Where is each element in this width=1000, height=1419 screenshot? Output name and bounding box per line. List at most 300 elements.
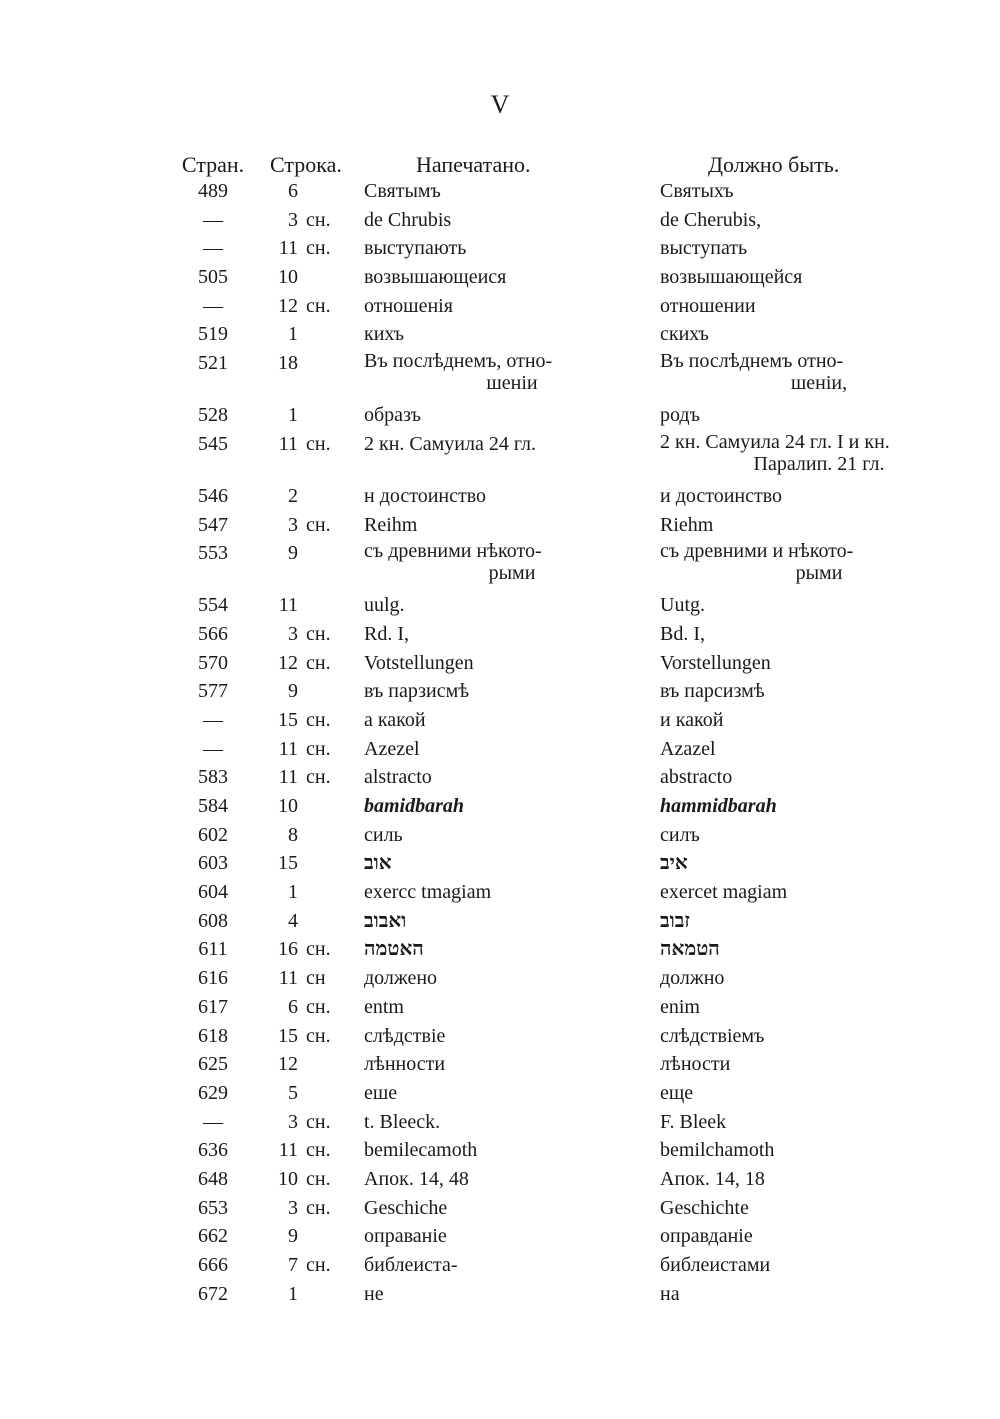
errata-correct-continuation: рыми <box>795 562 843 585</box>
errata-line: 15 <box>278 852 298 875</box>
header-line: Строка. <box>270 152 342 177</box>
errata-correct <box>660 1281 978 1310</box>
errata-line-mark: сн. <box>306 737 331 760</box>
errata-line-mark <box>300 1051 364 1080</box>
errata-page: — <box>203 237 223 260</box>
errata-line: 3 <box>288 1196 298 1219</box>
errata-printed-text: Rd. I, <box>364 622 409 645</box>
errata-printed <box>364 540 660 592</box>
errata-correct-text: de Cherubis, <box>660 208 762 231</box>
errata-page: 547 <box>198 513 228 536</box>
errata-printed <box>364 793 660 822</box>
errata-printed <box>364 1223 660 1252</box>
errata-printed <box>364 936 660 965</box>
errata-row <box>178 879 978 908</box>
errata-line-mark: сн. <box>306 708 331 731</box>
errata-printed-text: exercc tmagiam <box>364 881 492 904</box>
errata-page: 662 <box>198 1225 228 1248</box>
errata-correct <box>660 621 978 650</box>
errata-row <box>178 592 978 621</box>
errata-row <box>178 293 978 322</box>
errata-page: 653 <box>198 1196 228 1219</box>
errata-printed <box>364 621 660 650</box>
errata-correct <box>660 650 978 679</box>
errata-correct-text: Bd. I, <box>660 622 705 645</box>
errata-line-mark: сн. <box>306 1254 331 1276</box>
errata-correct <box>660 402 978 431</box>
errata-line: 16 <box>278 938 298 961</box>
errata-correct-text: и какой <box>660 708 724 731</box>
errata-line: 12 <box>278 651 298 674</box>
errata-printed-text: въ парзисмѣ <box>364 680 470 703</box>
errata-page: 604 <box>198 881 228 904</box>
errata-line-mark: сн. <box>306 1024 331 1047</box>
errata-line-mark <box>300 540 364 592</box>
errata-line: 1 <box>288 881 298 904</box>
errata-row <box>178 965 978 994</box>
errata-line-mark <box>300 879 364 908</box>
errata-line-mark <box>300 822 364 851</box>
errata-printed <box>364 512 660 541</box>
errata-correct-text: библеистами <box>660 1254 771 1276</box>
errata-line-mark: сн. <box>306 237 331 260</box>
errata-correct <box>660 965 978 994</box>
errata-page: — <box>203 294 223 317</box>
errata-line: 2 <box>288 484 298 507</box>
errata-correct-text: съ древними и нѣкото- <box>660 540 854 563</box>
errata-printed <box>364 908 660 937</box>
errata-printed-text: слѣдствіе <box>364 1024 446 1047</box>
header-page: Стран. <box>181 152 245 177</box>
errata-line: 11 <box>278 1139 298 1162</box>
errata-line-mark: сн. <box>306 938 331 961</box>
errata-row <box>178 235 978 264</box>
errata-line-mark <box>300 321 364 350</box>
errata-line-mark: сн. <box>306 208 331 231</box>
errata-printed-text: выступають <box>364 237 467 260</box>
errata-line: 11 <box>278 432 298 455</box>
errata-page: 636 <box>198 1139 228 1162</box>
errata-correct-text: הטמאה <box>660 938 720 961</box>
errata-line: 18 <box>278 352 298 375</box>
errata-correct-text: выступать <box>660 237 748 260</box>
errata-printed-text: а какой <box>364 708 426 731</box>
errata-correct <box>660 207 978 236</box>
errata-line-mark <box>300 1223 364 1252</box>
errata-correct-text: enim <box>660 995 700 1018</box>
errata-correct-text: hammidbarah <box>660 795 777 817</box>
errata-line: 9 <box>288 542 298 565</box>
errata-printed-text: еше <box>364 1081 398 1104</box>
errata-correct-text: abstracto <box>660 766 733 789</box>
errata-correct <box>660 178 978 207</box>
errata-correct <box>660 1223 978 1252</box>
errata-row <box>178 1223 978 1252</box>
errata-row <box>178 678 978 707</box>
errata-table <box>178 146 978 1309</box>
errata-line-mark: сн. <box>306 513 331 536</box>
errata-correct <box>660 1109 978 1138</box>
errata-correct-text: отношении <box>660 294 756 317</box>
errata-printed <box>364 736 660 765</box>
errata-printed <box>364 1137 660 1166</box>
errata-line: 11 <box>278 967 298 990</box>
errata-page: 616 <box>198 967 228 990</box>
errata-correct-text: זבוב <box>660 909 690 932</box>
errata-correct-text: въ парсизмѣ <box>660 680 765 703</box>
errata-page: 489 <box>198 180 228 202</box>
errata-line: 1 <box>288 323 298 346</box>
errata-correct-text: Въ послѣднемъ отно- <box>660 350 844 373</box>
errata-row <box>178 207 978 236</box>
errata-line: 6 <box>288 995 298 1018</box>
errata-correct <box>660 736 978 765</box>
errata-printed-text: bemilecamoth <box>364 1139 478 1162</box>
errata-row <box>178 483 978 512</box>
errata-line-mark: сн. <box>306 294 331 317</box>
errata-printed <box>364 1023 660 1052</box>
errata-printed-text: съ древними нѣкото- <box>364 540 542 563</box>
errata-line: 4 <box>288 909 298 932</box>
errata-correct-text: Uutg. <box>660 594 705 617</box>
errata-line: 3 <box>288 208 298 231</box>
errata-line-mark <box>300 678 364 707</box>
errata-page: 672 <box>198 1282 228 1305</box>
errata-printed-text: alstracto <box>364 766 432 789</box>
errata-row <box>178 512 978 541</box>
errata-correct <box>660 1137 978 1166</box>
errata-body <box>178 178 978 1309</box>
errata-printed <box>364 264 660 293</box>
errata-page: — <box>203 208 223 231</box>
errata-correct-continuation: шеніи, <box>790 372 848 395</box>
errata-correct <box>660 321 978 350</box>
errata-line: 6 <box>288 180 298 202</box>
errata-header-row <box>178 146 978 178</box>
errata-printed <box>364 678 660 707</box>
errata-row <box>178 1281 978 1310</box>
errata-correct <box>660 592 978 621</box>
errata-correct <box>660 235 978 264</box>
errata-page: 648 <box>198 1167 228 1190</box>
errata-correct-text: возвышающейся <box>660 266 803 289</box>
errata-row <box>178 764 978 793</box>
header-correct: Должно быть. <box>708 152 840 177</box>
errata-printed-text: uulg. <box>364 594 405 617</box>
errata-correct-text: скихъ <box>660 323 709 346</box>
errata-correct-text: Azazel <box>660 737 716 760</box>
errata-row <box>178 621 978 650</box>
errata-printed <box>364 1051 660 1080</box>
errata-printed <box>364 293 660 322</box>
errata-line-mark <box>300 793 364 822</box>
errata-row <box>178 707 978 736</box>
errata-correct <box>660 264 978 293</box>
errata-correct-text: родъ <box>660 404 700 427</box>
errata-line: 9 <box>288 1225 298 1248</box>
errata-printed-text: האטמה <box>364 938 424 961</box>
errata-printed-text: 2 кн. Самуила 24 гл. <box>364 432 537 455</box>
errata-correct-text: איב <box>660 852 688 875</box>
errata-row <box>178 1080 978 1109</box>
errata-row <box>178 650 978 679</box>
errata-correct-text: Апок. 14, 18 <box>660 1167 765 1190</box>
errata-correct <box>660 1023 978 1052</box>
errata-correct <box>660 540 978 592</box>
errata-printed-text: entm <box>364 995 404 1018</box>
errata-line-mark: сн. <box>306 1110 331 1133</box>
errata-printed <box>364 592 660 621</box>
errata-printed-text: Апок. 14, 48 <box>364 1167 469 1190</box>
errata-printed <box>364 1166 660 1195</box>
errata-correct <box>660 293 978 322</box>
errata-printed <box>364 1195 660 1224</box>
errata-correct-text: еще <box>660 1081 694 1104</box>
errata-printed <box>364 822 660 851</box>
errata-printed <box>364 178 660 207</box>
errata-page: 566 <box>198 622 228 645</box>
errata-correct <box>660 822 978 851</box>
errata-line: 3 <box>288 1110 298 1133</box>
errata-correct <box>660 1051 978 1080</box>
errata-row <box>178 1195 978 1224</box>
errata-row <box>178 1023 978 1052</box>
errata-page: 553 <box>198 542 228 565</box>
errata-printed-text: Въ послѣднемъ, отно- <box>364 350 553 373</box>
errata-row <box>178 793 978 822</box>
errata-line: 10 <box>278 795 298 817</box>
errata-correct-text: на <box>660 1282 680 1305</box>
errata-printed <box>364 994 660 1023</box>
errata-line-mark <box>300 264 364 293</box>
errata-line-mark <box>300 1281 364 1310</box>
errata-row <box>178 321 978 350</box>
errata-printed-text: образъ <box>364 404 421 427</box>
errata-page: — <box>203 708 223 731</box>
errata-page: 554 <box>198 594 228 617</box>
errata-correct <box>660 879 978 908</box>
errata-line: 5 <box>288 1081 298 1104</box>
errata-line: 7 <box>288 1254 298 1276</box>
errata-row <box>178 1252 978 1281</box>
errata-page: 519 <box>198 323 228 346</box>
errata-printed <box>364 350 660 402</box>
errata-page: 577 <box>198 680 228 703</box>
errata-row <box>178 1166 978 1195</box>
errata-printed <box>364 402 660 431</box>
errata-correct <box>660 1195 978 1224</box>
errata-line-mark: сн. <box>306 1139 331 1162</box>
errata-printed <box>364 207 660 236</box>
errata-row <box>178 908 978 937</box>
errata-correct <box>660 1166 978 1195</box>
errata-correct-text: Geschichte <box>660 1196 749 1219</box>
header-printed: Напечатано. <box>416 152 531 177</box>
errata-correct <box>660 793 978 822</box>
errata-printed <box>364 764 660 793</box>
errata-correct-text: bemilchamoth <box>660 1139 775 1162</box>
errata-line: 9 <box>288 680 298 703</box>
errata-page: 545 <box>198 432 228 455</box>
errata-correct-continuation: Паралип. 21 гл. <box>753 452 885 475</box>
errata-correct-text: слѣдствіемъ <box>660 1024 765 1047</box>
errata-correct <box>660 512 978 541</box>
errata-page: 505 <box>198 266 228 289</box>
errata-line: 11 <box>278 237 298 260</box>
errata-printed <box>364 1109 660 1138</box>
errata-correct <box>660 850 978 879</box>
errata-row <box>178 936 978 965</box>
errata-line: 15 <box>278 1024 298 1047</box>
errata-line-mark: сн. <box>306 622 331 645</box>
errata-correct <box>660 994 978 1023</box>
errata-printed <box>364 321 660 350</box>
errata-correct <box>660 707 978 736</box>
errata-line-mark <box>300 1080 364 1109</box>
errata-line: 3 <box>288 622 298 645</box>
errata-correct <box>660 908 978 937</box>
errata-page: 602 <box>198 823 228 846</box>
errata-printed-text: ואבוב <box>364 909 407 932</box>
errata-printed-text: אוב <box>364 852 392 875</box>
errata-printed-text: должено <box>364 967 438 990</box>
errata-correct-text: 2 кн. Самуила 24 гл. І и кн. <box>660 430 890 453</box>
errata-line-mark: сн. <box>306 995 331 1018</box>
errata-line-mark <box>300 592 364 621</box>
errata-row <box>178 431 978 483</box>
errata-correct <box>660 483 978 512</box>
errata-row <box>178 350 978 402</box>
errata-page: 570 <box>198 651 228 674</box>
errata-row <box>178 1109 978 1138</box>
errata-page: 528 <box>198 404 228 427</box>
errata-correct-text: лѣности <box>660 1053 731 1076</box>
errata-printed-text: Votstellungen <box>364 651 474 674</box>
errata-page: 521 <box>198 352 228 375</box>
errata-printed-text: лѣнности <box>364 1053 446 1076</box>
errata-row <box>178 540 978 592</box>
errata-printed <box>364 850 660 879</box>
errata-printed-text: t. Bleeck. <box>364 1110 441 1133</box>
errata-row <box>178 850 978 879</box>
errata-correct-text: Riehm <box>660 513 714 536</box>
errata-correct-text: Святыхъ <box>660 180 734 202</box>
errata-line: 12 <box>278 1053 298 1076</box>
errata-printed-text: силь <box>364 823 403 846</box>
errata-line-mark: сн. <box>306 1196 331 1219</box>
errata-page: 584 <box>198 795 228 817</box>
errata-line: 12 <box>278 294 298 317</box>
errata-page: 629 <box>198 1081 228 1104</box>
errata-page: — <box>203 737 223 760</box>
errata-correct <box>660 936 978 965</box>
errata-row <box>178 736 978 765</box>
errata-printed-text: Geschiche <box>364 1196 448 1219</box>
errata-printed-text: оправаніе <box>364 1225 447 1248</box>
errata-printed-text: de Chrubis <box>364 208 452 231</box>
errata-line: 3 <box>288 513 298 536</box>
errata-page: — <box>203 1110 223 1133</box>
errata-line-mark <box>300 402 364 431</box>
errata-printed-text: кихъ <box>364 323 404 346</box>
errata-correct-text: силъ <box>660 823 700 846</box>
errata-correct-text: exercet magiam <box>660 881 788 904</box>
errata-printed <box>364 235 660 264</box>
errata-line-mark <box>300 350 364 402</box>
errata-line-mark: сн. <box>306 651 331 674</box>
errata-correct-text: F. Bleek <box>660 1110 727 1133</box>
errata-correct <box>660 431 978 483</box>
errata-page: 618 <box>198 1024 228 1047</box>
errata-page: 603 <box>198 852 228 875</box>
errata-line: 1 <box>288 1282 298 1305</box>
errata-page: 608 <box>198 909 228 932</box>
errata-line-mark: сн. <box>306 432 331 455</box>
errata-printed <box>364 431 660 483</box>
errata-printed-text: Святымъ <box>364 180 441 202</box>
errata-line: 10 <box>278 266 298 289</box>
errata-printed-text: не <box>364 1282 384 1305</box>
errata-page: 583 <box>198 766 228 789</box>
errata-correct <box>660 1252 978 1281</box>
errata-row <box>178 822 978 851</box>
errata-page: 617 <box>198 995 228 1018</box>
errata-row <box>178 1137 978 1166</box>
errata-line-mark <box>300 178 364 207</box>
errata-correct-text: оправданіе <box>660 1225 753 1248</box>
errata-printed-text: Reihm <box>364 513 418 536</box>
errata-correct <box>660 350 978 402</box>
page-number: V <box>490 90 510 119</box>
errata-printed-text: н достоинство <box>364 484 487 507</box>
errata-printed <box>364 483 660 512</box>
errata-correct-text: Vorstellungen <box>660 651 771 674</box>
errata-printed-continuation: рыми <box>488 562 536 585</box>
errata-correct-text: должно <box>660 967 725 990</box>
errata-line: 8 <box>288 823 298 846</box>
errata-row <box>178 402 978 431</box>
errata-row <box>178 1051 978 1080</box>
errata-printed-text: возвышающеися <box>364 266 507 289</box>
errata-line: 15 <box>278 708 298 731</box>
errata-page: 625 <box>198 1053 228 1076</box>
errata-correct <box>660 1080 978 1109</box>
errata-line-mark: сн. <box>306 1167 331 1190</box>
errata-row <box>178 264 978 293</box>
errata-printed <box>364 965 660 994</box>
errata-row <box>178 994 978 1023</box>
errata-line: 1 <box>288 404 298 427</box>
errata-correct-text: и достоинство <box>660 484 783 507</box>
errata-printed <box>364 1252 660 1281</box>
errata-printed-text: отношенія <box>364 294 453 317</box>
errata-line: 11 <box>278 594 298 617</box>
errata-line: 11 <box>278 766 298 789</box>
errata-printed <box>364 707 660 736</box>
errata-page: 546 <box>198 484 228 507</box>
errata-printed <box>364 879 660 908</box>
errata-correct <box>660 678 978 707</box>
errata-printed-text: Azezel <box>364 737 420 760</box>
errata-printed-text: bamidbarah <box>364 795 465 817</box>
errata-page: 611 <box>198 938 228 961</box>
errata-printed-continuation: шеніи <box>486 372 538 395</box>
errata-line-mark <box>300 850 364 879</box>
errata-line-mark <box>300 908 364 937</box>
errata-row <box>178 178 978 207</box>
errata-printed <box>364 1080 660 1109</box>
errata-line-mark <box>300 483 364 512</box>
